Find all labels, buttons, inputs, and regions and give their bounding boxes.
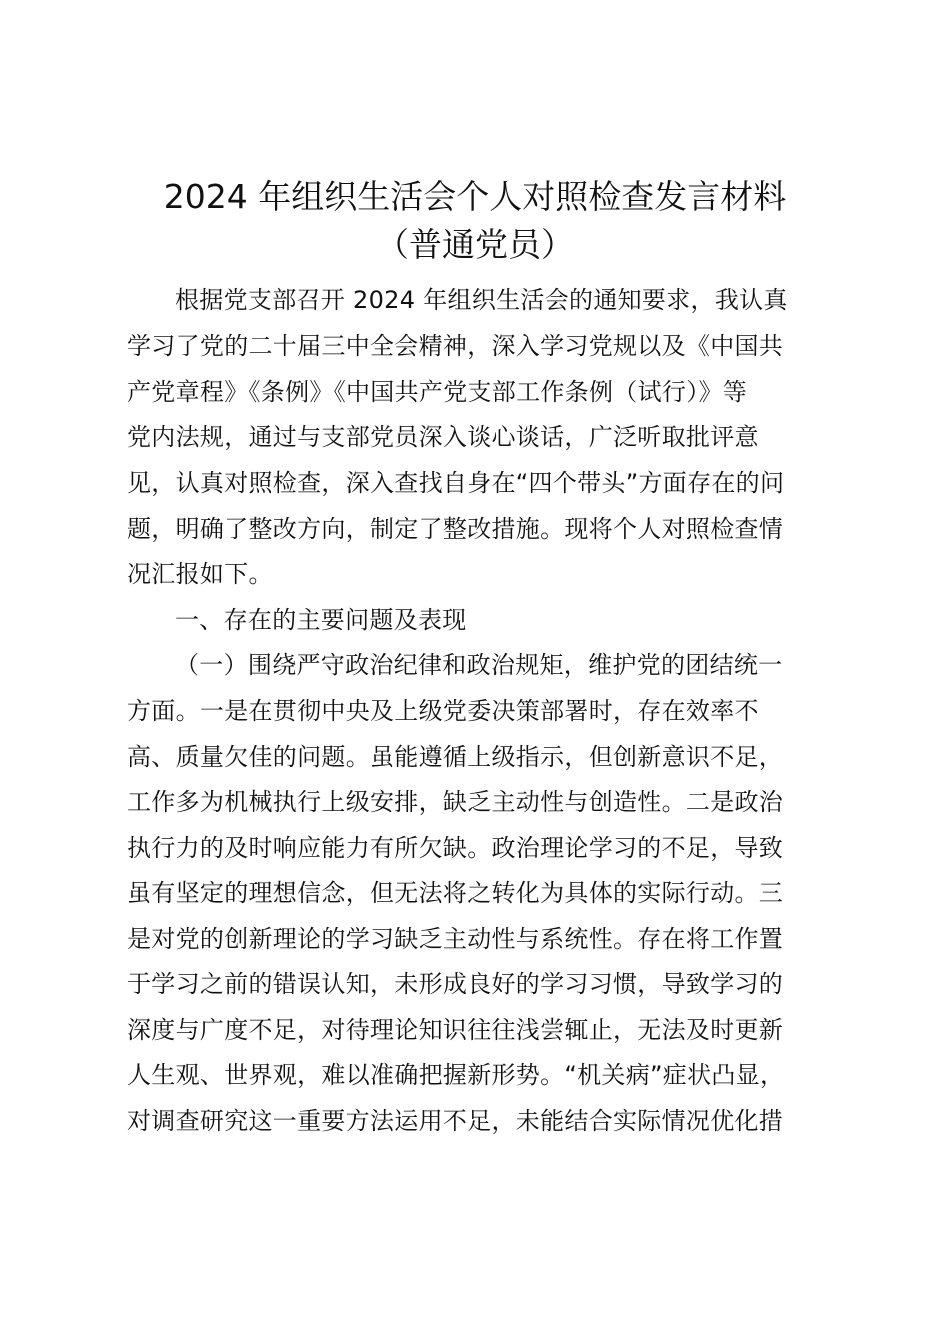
- paragraph-line: 对调查研究这一重要方法运用不足，未能结合实际情况优化措: [127, 1107, 784, 1135]
- paragraph-line: 见，认真对照检查，深入查找自身在“四个带头”方面存在的问: [127, 469, 785, 497]
- paragraph-line: 方面。一是在贯彻中央及上级党委决策部署时，存在效率不: [127, 697, 759, 725]
- paragraph-line: 虽有坚定的理想信念，但无法将之转化为具体的实际行动。三: [127, 879, 784, 907]
- paragraph-line: 高、质量欠佳的问题。虽能遵循上级指示，但创新意识不足，: [127, 743, 784, 771]
- paragraph-line: 于学习之前的错误认知，未形成良好的学习习惯，导致学习的: [127, 970, 784, 998]
- section-heading: 一、存在的主要问题及表现: [175, 606, 467, 634]
- document-subtitle: （普通党员）: [376, 225, 574, 264]
- paragraph-line: 产党章程》《条例》《中国共产党支部工作条例（试行）》等: [127, 378, 748, 406]
- paragraph-line: 人生观、世界观，难以准确把握新形势。“机关病”症状凸显，: [127, 1061, 785, 1089]
- subsection-heading-line: （一）围绕严守政治纪律和政治规矩，维护党的团结统一: [175, 651, 783, 679]
- paragraph-line: 执行力的及时响应能力有所欠缺。政治理论学习的不足，导致: [127, 834, 784, 862]
- paragraph-line: 学习了党的二十届三中全会精神，深入学习党规以及《中国共: [127, 332, 784, 360]
- document-title: 2024 年组织生活会个人对照检查发言材料: [163, 177, 787, 216]
- paragraph-line: 是对党的创新理论的学习缺乏主动性与系统性。存在将工作置: [127, 925, 784, 953]
- paragraph-line: 深度与广度不足，对待理论知识往往浅尝辄止，无法及时更新: [127, 1016, 784, 1044]
- paragraph-line: 工作多为机械执行上级安排，缺乏主动性与创造性。二是政治: [127, 788, 784, 816]
- paragraph-line: 况汇报如下。: [127, 560, 273, 588]
- paragraph-line: 党内法规，通过与支部党员深入谈心谈话，广泛听取批评意: [127, 423, 759, 451]
- paragraph-line: 根据党支部召开 2024 年组织生活会的通知要求，我认真: [175, 286, 788, 314]
- paragraph-line: 题，明确了整改方向，制定了整改措施。现将个人对照检查情: [127, 515, 784, 543]
